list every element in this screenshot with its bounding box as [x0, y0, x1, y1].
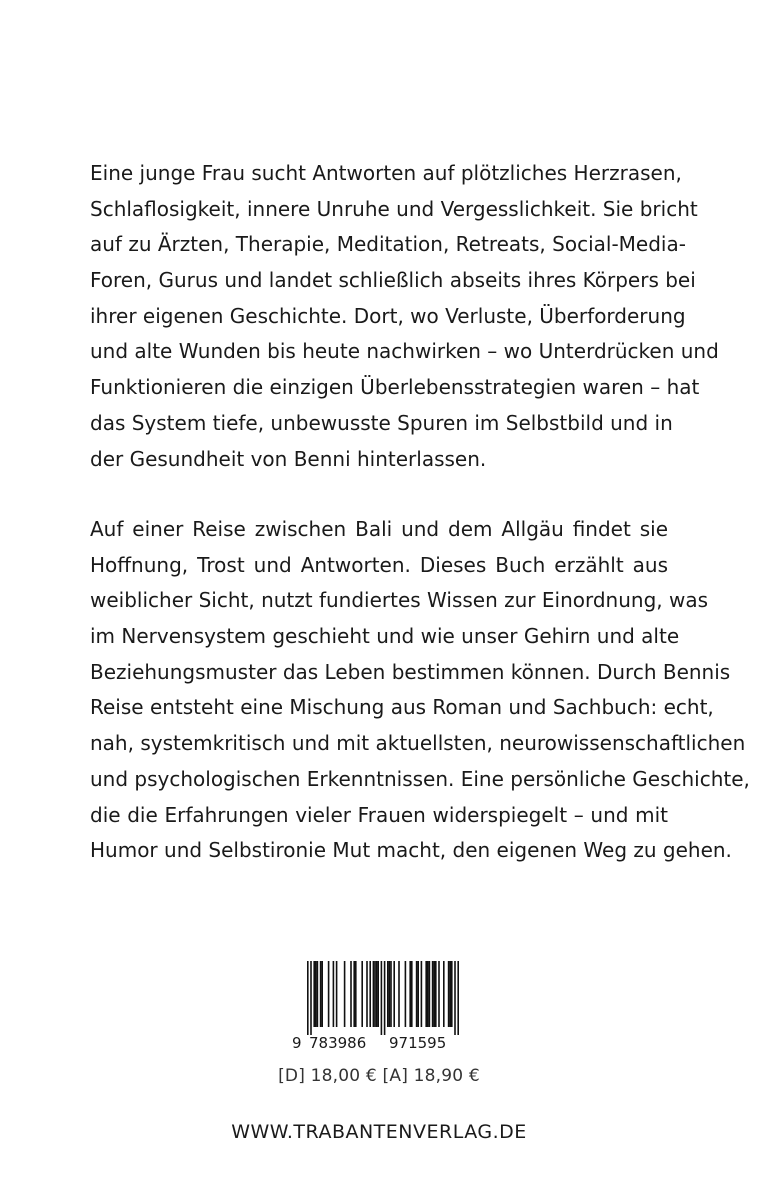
barcode-bar [307, 961, 309, 1035]
barcode-bar [389, 961, 391, 1027]
blurb-line: Humor und Selbstironie Mut macht, den eigenen Weg zu gehen. [90, 838, 732, 863]
blurb-line: Auf einer Reise zwischen Bali und dem Allgäu findet sie [90, 517, 668, 541]
blurb-line: im Nervensystem geschieht und wie unser Gehirn und alte [90, 624, 680, 649]
barcode-bar [429, 961, 431, 1027]
barcode-bar [321, 961, 323, 1027]
isbn-left-group: 783986 [309, 1034, 367, 1052]
blurb-line: die die Erfahrungen vieler Frauen widerspiegelt – und mit [90, 802, 668, 827]
barcode-bar [336, 961, 338, 1027]
barcode-bar [376, 961, 378, 1027]
barcode-bar [328, 961, 330, 1027]
blurb-line: weiblicher Sicht, nutzt fundiertes Wissen zur Einordnung, was [90, 588, 709, 613]
barcode-bar [366, 961, 368, 1027]
barcode-bar [432, 961, 434, 1027]
barcode-bar [384, 961, 386, 1035]
barcode-bar [417, 961, 419, 1027]
barcode-bar [333, 961, 335, 1027]
barcode-bars [292, 961, 464, 1035]
barcode-bar [425, 961, 427, 1027]
isbn-digits [292, 1034, 464, 1054]
blurb-line: und alte Wunden bis heute nachwirken – wo Unterdrücken und [90, 339, 719, 364]
blurb-line: Schlaflosigkeit, innere Unruhe und Vergesslichkeit. Sie bricht [90, 196, 698, 221]
barcode-bar [377, 961, 379, 1027]
barcode-bar [409, 961, 411, 1027]
barcode-bar [457, 961, 459, 1035]
barcode-bar [361, 961, 363, 1027]
blurb-paragraph-2 [90, 512, 750, 869]
blurb-line: Reise entsteht eine Mischung aus Roman und Sachbuch: echt, [90, 695, 714, 720]
barcode-bar [373, 961, 375, 1027]
barcode-bar [374, 961, 376, 1027]
blurb-paragraph-1 [90, 156, 719, 477]
barcode-bar [390, 961, 392, 1027]
blurb-line: Funktionieren die einzigen Überlebensstrategien waren – hat [90, 375, 700, 400]
isbn-right-group: 971595 [389, 1034, 447, 1052]
blurb-line: Eine junge Frau sucht Antworten auf plötzliches Herzrasen, [90, 161, 682, 185]
blurb-line: der Gesundheit von Benni hinterlassen. [90, 446, 487, 471]
blurb-line: und psychologischen Erkenntnissen. Eine persönliche Geschichte, [90, 766, 750, 791]
price-label: [D] 18,00 € [A] 18,90 € [278, 1066, 480, 1086]
barcode-bar [398, 961, 400, 1027]
barcode-bar [454, 961, 456, 1035]
barcode-bar [369, 961, 371, 1027]
barcode-bar [449, 961, 451, 1027]
barcode-bar [427, 961, 429, 1027]
blurb-line: das System tiefe, unbewusste Spuren im Selbstbild und in [90, 410, 673, 435]
barcode-bar [438, 961, 440, 1027]
isbn-barcode [292, 961, 464, 1057]
barcode-bar [315, 961, 317, 1027]
blurb-line: nah, systemkritisch und mit aktuellsten, neurowissenschaftlichen [90, 731, 746, 756]
barcode-bar [381, 961, 383, 1035]
barcode-bar [317, 961, 319, 1027]
blurb-line: auf zu Ärzten, Therapie, Meditation, Retreats, Social-Media- [90, 232, 686, 257]
barcode-bar [353, 961, 355, 1027]
blurb-line: Hoffnung, Trost und Antworten. Dieses Buch erzählt aus [90, 552, 668, 577]
barcode-bar [320, 961, 322, 1027]
barcode-bar [387, 961, 389, 1027]
isbn-first-digit: 9 [292, 1034, 302, 1052]
barcode-bar [313, 961, 315, 1027]
barcode-bar [310, 961, 312, 1035]
barcode-bar [448, 961, 450, 1027]
blurb-line: Foren, Gurus und landet schließlich abseits ihres Körpers bei [90, 268, 696, 293]
barcode-bar [443, 961, 445, 1027]
barcode-bar [393, 961, 395, 1027]
blurb-line: Beziehungsmuster das Leben bestimmen können. Durch Bennis [90, 659, 731, 684]
barcode-bar [344, 961, 346, 1027]
barcode-bar [350, 961, 352, 1027]
barcode-bar [421, 961, 423, 1027]
barcode-bar [433, 961, 435, 1027]
barcode-bar [435, 961, 437, 1027]
barcode-bar [451, 961, 453, 1027]
barcode-bar [411, 961, 413, 1027]
publisher-website: WWW.TRABANTENVERLAG.DE [231, 1121, 527, 1143]
barcode-bar [416, 961, 418, 1027]
blurb-line: ihrer eigenen Geschichte. Dort, wo Verluste, Überforderung [90, 303, 686, 328]
barcode-bar [405, 961, 407, 1027]
barcode-bar [355, 961, 357, 1027]
